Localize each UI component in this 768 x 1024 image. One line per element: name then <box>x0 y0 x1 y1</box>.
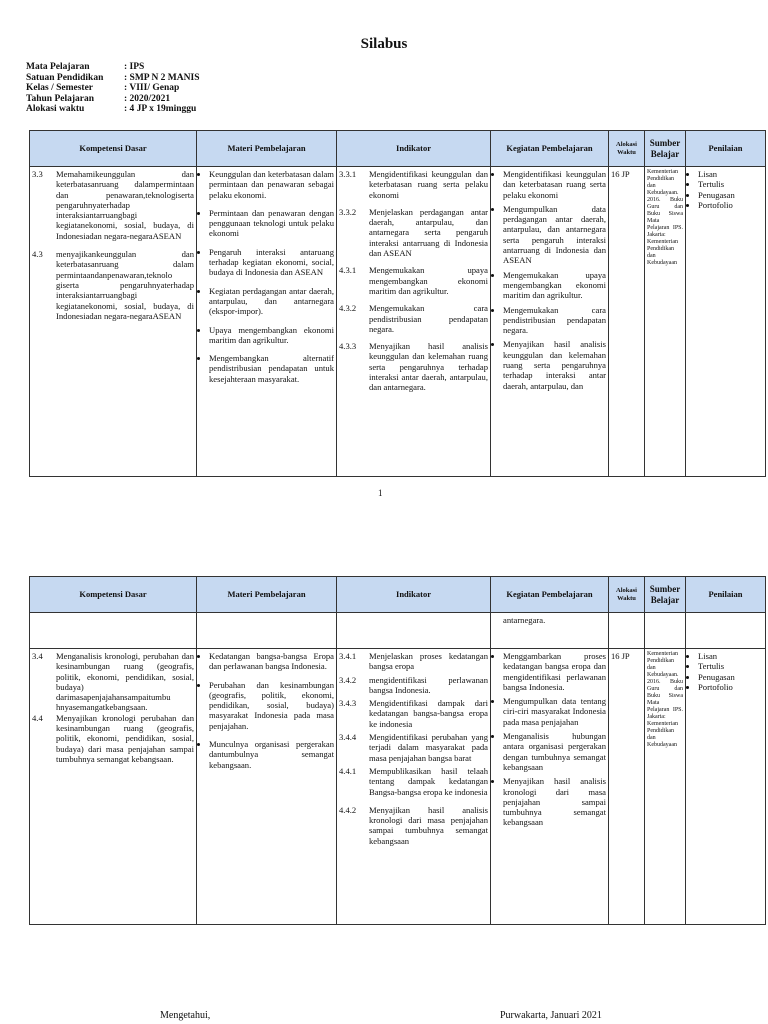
indikator-item <box>339 265 488 296</box>
table-header-row <box>30 577 766 613</box>
header-kegiatan: Kegiatan Pembelajaran <box>491 577 609 613</box>
penilaian-cell <box>686 167 766 477</box>
indikator-number: 3.3.1 <box>339 169 357 179</box>
indikator-cell <box>337 167 491 477</box>
sumber-cell: Kementerian Pendidikan dan Kebudayaan. 2016. Buku Guru dan Buku Siswa Mata Pelajaran IPS. Jakarta: Kementerian Pendidikan dan Kebudayaan <box>645 167 686 477</box>
header-materi: Materi Pembelajaran <box>197 577 337 613</box>
list-item: • Portofolio <box>698 682 763 692</box>
kd-text: Menganalisis kronologi, perubahan dan kesinambungan ruang (geografis, politik, ekonomi, pendidikan, sosial, budaya) darimasapenjajahansampaitumbu hnyasemangatkebangsaan. <box>56 651 194 713</box>
list-item: • Kegiatan perdagangan antar daerah, antarpulau, dan antarnegara (ekspor-impor). <box>209 286 334 317</box>
list-item: • Tertulis <box>698 179 763 189</box>
list-item: • Lisan <box>698 651 763 661</box>
meta-row <box>26 83 199 94</box>
indikator-item <box>339 675 488 696</box>
meta-row <box>26 73 199 84</box>
indikator-item <box>339 303 488 334</box>
indikator-number: 3.4.4 <box>339 732 357 743</box>
indikator-text: Mengidentifikasi perubahan yang terjadi dalam masyarakat pada masa penjajahan bangsa barat <box>369 732 488 763</box>
kd-number: 4.4 <box>32 712 43 723</box>
indikator-cell <box>337 649 491 925</box>
page-number: 1 <box>378 488 383 498</box>
header-indikator: Indikator <box>337 131 491 167</box>
indikator-item <box>339 207 488 258</box>
signature-right: Purwakarta, Januari 2021 <box>500 1010 602 1021</box>
header-kompetensi-dasar: Kompetensi Dasar <box>30 577 197 613</box>
header-kegiatan: Kegiatan Pembelajaran <box>491 131 609 167</box>
indikator-number: 3.3.2 <box>339 206 357 217</box>
indikator-number: 3.4.3 <box>339 698 357 709</box>
indikator-text: mengidentifikasi perlawanan bangsa Indonesia. <box>369 674 488 695</box>
header-penilaian: Penilaian <box>686 577 766 613</box>
materi-cell <box>197 167 337 477</box>
indikator-item <box>339 169 488 200</box>
list-item: • Mengumpulkan data perdagangan antar daerah, antarpulau, dan antarnegara serta pengaruh interaksi antarruang di Indonesia dan ASEAN <box>503 204 606 266</box>
materi-cell <box>197 649 337 925</box>
indikator-item <box>339 651 488 672</box>
indikator-item <box>339 732 488 763</box>
alokasi-cell: 16 JP <box>609 167 645 477</box>
indikator-number: 4.4.2 <box>339 804 357 815</box>
table-row <box>30 167 766 477</box>
header-alokasi: Alokasi Waktu <box>609 131 645 167</box>
kd-item <box>32 651 194 713</box>
indikator-text: Mempublikasikan hasil telaah tentang dampak kedatangan Bangsa-bangsa eropa ke indonesia <box>369 765 488 797</box>
indikator-item <box>339 698 488 729</box>
kd-text: menyajikankeunggulan dan keterbatasanruang dalam permintaandanpenawaran,teknolo giserta pengaruhnyaterhadap interaksiantarruangbagi kegiatanekonomi, sosial, budaya, di Indonesiadan negara-negaraASEAN <box>56 249 194 321</box>
meta-key: Tahun Pelajaran <box>26 93 95 104</box>
indikator-number: 3.4.1 <box>339 651 357 661</box>
sumber-cell: Kementerian Pendidikan dan Kebudayaan. 2016. Buku Guru dan Buku Siswa Mata Pelajaran IPS. Jakarta: Kementerian Pendidikan dan Kebudayaan <box>645 649 686 925</box>
kegiatan-cell <box>491 649 609 925</box>
header-indikator: Indikator <box>337 577 491 613</box>
list-item: • Perubahan dan kesinambungan (geografis, politik, ekonomi, pendidikan, sosial, budaya) masyarakat Indonesia pada masa penjajahan. <box>209 680 334 731</box>
list-item: • Menggambarkan proses kedatangan bangsa eropa dan mengidentifikasi perlawanan bangsa Indonesia. <box>503 651 606 692</box>
list-item: • Mengemukakan cara pendistribusian pendapatan negara. <box>503 305 606 336</box>
indikator-text: Mengemukakan upaya mengembangkan ekonomi maritim dan agrikultur. <box>369 265 488 296</box>
list-item: • Permintaan dan penawaran dengan penggunaan teknologi untuk pelaku ekonomi <box>209 208 334 239</box>
list-item: • Menyajikan hasil analisis kronologi dari masa penjajahan sampai tumbuhnya semangat kebangsaan <box>503 776 606 827</box>
meta-key: Mata Pelajaran <box>26 62 90 72</box>
header-kompetensi-dasar: Kompetensi Dasar <box>30 131 197 167</box>
kd-item <box>32 249 194 321</box>
syllabus-meta <box>26 62 199 115</box>
signature-left: Mengetahui, <box>160 1010 211 1021</box>
meta-key: Kelas / Semester <box>26 83 94 93</box>
kd-text: Memahamikeunggulan dan keterbatasanruang dalampermintaan dan penawaran,teknologiserta pengaruhnyaterhadap interaksiantarruangbagi kegiatanekonomi, sosial, budaya, di Indonesiadan negara-negaraASEAN <box>56 169 194 241</box>
header-sumber: Sumber Belajar <box>645 131 686 167</box>
indikator-number: 4.4.1 <box>339 765 357 776</box>
list-item: • Penugasan <box>698 190 763 200</box>
meta-value: : 2020/2021 <box>124 93 171 104</box>
kd-item <box>32 713 194 764</box>
document-title: Silabus <box>360 36 408 52</box>
kegiatan-carry-cell <box>491 613 609 649</box>
indikator-text: Mengemukakan cara pendistribusian pendapatan negara. <box>369 303 488 334</box>
meta-row <box>26 62 199 73</box>
header-materi: Materi Pembelajaran <box>197 131 337 167</box>
kegiatan-cell <box>491 167 609 477</box>
kd-number: 3.4 <box>32 651 43 661</box>
indikator-text: Mengidentifikasi keunggulan dan keterbatasan ruang serta pelaku ekonomi <box>369 169 488 200</box>
header-penilaian: Penilaian <box>686 131 766 167</box>
list-item: • Portofolio <box>698 200 763 210</box>
list-item: • Keunggulan dan keterbatasan dalam permintaan dan penawaran sebagai pelaku ekonomi. <box>209 169 334 200</box>
syllabus-table-page-1 <box>29 130 766 477</box>
header-alokasi: Alokasi Waktu <box>609 577 645 613</box>
kd-number: 4.3 <box>32 249 43 260</box>
meta-value: : SMP N 2 MANIS <box>124 72 200 83</box>
list-item: • Lisan <box>698 169 763 179</box>
list-item: • Mengidentifikasi keunggulan dan keterbatasan ruang serta pelaku ekonomi <box>503 169 606 200</box>
list-item: • Mengumpulkan data tentang ciri-ciri masyarakat Indonesia pada masa penjajahan <box>503 696 606 727</box>
indikator-number: 3.4.2 <box>339 674 357 685</box>
indikator-text: Menjelaskan perdagangan antar daerah, antarpulau, dan antarnegara serta pengaruh interaksi antarruang di Indonesia dan ASEAN <box>369 206 488 259</box>
indikator-item <box>339 805 488 846</box>
indikator-item <box>339 766 488 797</box>
meta-value: : IPS <box>124 62 145 72</box>
meta-value: : 4 JP x 19minggu <box>124 104 197 114</box>
list-item: • Menyajikan hasil analisis keunggulan dan kelemahan ruang serta pengaruhnya terhadap interaksi antar daerah, antarpulau, dan <box>503 339 606 390</box>
list-item: • Mengemukakan upaya mengembangkan ekonomi maritim dan agrikultur. <box>503 270 606 301</box>
header-sumber: Sumber Belajar <box>645 577 686 613</box>
indikator-number: 4.3.1 <box>339 265 357 276</box>
table-row <box>30 613 766 649</box>
list-item: • Munculnya organisasi pergerakan dantumbulnya semangat kebangsaan. <box>209 739 334 770</box>
meta-key: Alokasi waktu <box>26 104 85 114</box>
kd-number: 3.3 <box>32 169 43 179</box>
indikator-item <box>339 341 488 392</box>
list-item: • Kedatangan bangsa-bangsa Eropa dan perlawanan bangsa Indonesia. <box>209 651 334 672</box>
kd-item <box>32 169 194 241</box>
alokasi-cell: 16 JP <box>609 649 645 925</box>
kd-cell <box>30 167 197 477</box>
table-row <box>30 649 766 925</box>
indikator-text: Menjelaskan proses kedatangan bangsa eropa <box>369 651 488 672</box>
kegiatan-carry-text: antarnegara. <box>503 615 546 625</box>
meta-row <box>26 94 199 105</box>
meta-key: Satuan Pendidikan <box>26 72 104 83</box>
meta-row <box>26 104 199 115</box>
indikator-number: 4.3.3 <box>339 341 357 352</box>
list-item: • Penugasan <box>698 672 763 682</box>
indikator-number: 4.3.2 <box>339 303 357 314</box>
kd-text: Menyajikan kronologi perubahan dan kesinambungan ruang (geografis, politik, ekonomi, pendidikan, sosial, budaya) dari masa penjajahan sampai tumbuhnya semangat kebangsaan. <box>56 712 194 764</box>
penilaian-cell <box>686 649 766 925</box>
table-header-row <box>30 131 766 167</box>
kd-cell <box>30 649 197 925</box>
list-item: • Tertulis <box>698 661 763 671</box>
list-item: • Mengembangkan alternatif pendistribusian pendapatan untuk kesejahteraan masyarakat. <box>209 353 334 384</box>
indikator-text: Mengidentifikasi dampak dari kedatangan bangsa-bangsa eropa ke indonesia <box>369 698 488 729</box>
list-item: • Upaya mengembangkan ekonomi maritim dan agrikultur. <box>209 325 334 346</box>
indikator-text: Menyajikan hasil analisis kronologi dari masa penjajahan sampai tumbuhnya semangat kebangsaan <box>369 804 488 846</box>
list-item: • Pengaruh interaksi antaruang terhadap kegiatan ekonomi, social, budaya di Indonesia dan ASEAN <box>209 247 334 278</box>
list-item: • Menganalisis hubungan antara organisasi pergerakan dengan tumbuhnya semangat kebangsaan <box>503 731 606 772</box>
meta-value: : VIII/ Genap <box>124 83 180 93</box>
indikator-text: Menyajikan hasil analisis keunggulan dan kelemahan ruang serta pengaruhnya terhadap interaksi antar daerah, antarpulau, dan antarnegara. <box>369 341 488 393</box>
syllabus-table-page-2 <box>29 576 766 925</box>
